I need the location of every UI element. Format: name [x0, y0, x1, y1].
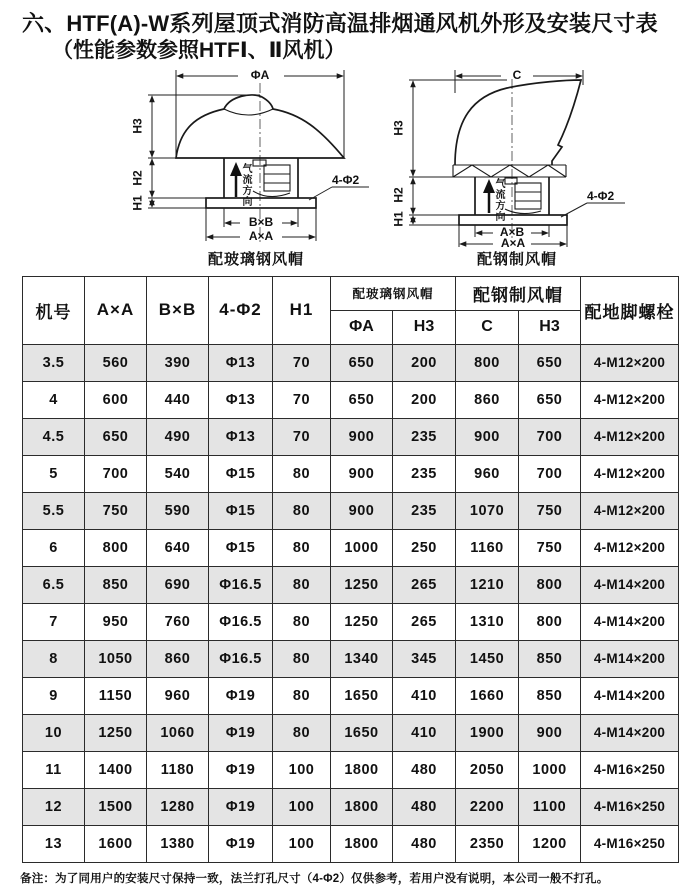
table-cell: 8 [23, 640, 85, 677]
table-cell: 2050 [456, 751, 519, 788]
table-cell: 650 [85, 418, 147, 455]
table-cell: 700 [519, 418, 581, 455]
table-cell: 390 [147, 344, 209, 381]
table-cell: 1150 [85, 677, 147, 714]
table-row [23, 566, 679, 603]
table-cell: 70 [273, 418, 331, 455]
table-cell: 1160 [456, 529, 519, 566]
table-cell: 480 [393, 788, 456, 825]
table-cell: Φ15 [209, 455, 273, 492]
table-cell: 12 [23, 788, 85, 825]
table-cell: Φ19 [209, 677, 273, 714]
table-cell: 4-M16×250 [581, 751, 679, 788]
table-cell: 100 [273, 788, 331, 825]
table-cell: 80 [273, 455, 331, 492]
dim-axa-label: A×A [500, 235, 526, 250]
table-cell: 1100 [519, 788, 581, 825]
table-cell: 4.5 [23, 418, 85, 455]
table-cell: 200 [393, 344, 456, 381]
table-cell: 650 [519, 344, 581, 381]
col-header-steel-c: C [456, 310, 519, 344]
page-subtitle: （性能参数参照HTFⅠ、Ⅱ风机） [52, 38, 346, 62]
table-cell: 850 [85, 566, 147, 603]
col-header-bxb: B×B [147, 276, 209, 344]
col-header-steel-h3: H3 [519, 310, 581, 344]
table-cell: 1400 [85, 751, 147, 788]
table-cell: Φ13 [209, 344, 273, 381]
table-cell: 235 [393, 455, 456, 492]
table-cell: 80 [273, 529, 331, 566]
table-row [23, 788, 679, 825]
fiberglass-fan-drawing [130, 65, 376, 247]
table-cell: 100 [273, 825, 331, 862]
table-cell: 80 [273, 640, 331, 677]
table-cell: 3.5 [23, 344, 85, 381]
dim-c-label: C [512, 67, 522, 82]
table-cell: 2350 [456, 825, 519, 862]
table-cell: 1660 [456, 677, 519, 714]
table-cell: 4-M12×200 [581, 529, 679, 566]
table-cell: Φ19 [209, 825, 273, 862]
table-cell: 750 [519, 492, 581, 529]
spec-table-body [23, 344, 679, 862]
table-cell: 1310 [456, 603, 519, 640]
table-cell: 1060 [147, 714, 209, 751]
table-cell: Φ13 [209, 381, 273, 418]
airflow-direction-label: 气流方向 [493, 177, 504, 222]
table-cell: 1900 [456, 714, 519, 751]
diagram-fiberglass-cap-fan [130, 65, 376, 269]
table-cell: 1450 [456, 640, 519, 677]
table-cell: 1250 [331, 603, 393, 640]
table-cell: 1070 [456, 492, 519, 529]
table-cell: 800 [519, 603, 581, 640]
table-cell: 640 [147, 529, 209, 566]
table-cell: 1050 [85, 640, 147, 677]
table-row [23, 344, 679, 381]
table-cell: 850 [519, 640, 581, 677]
table-cell: 1180 [147, 751, 209, 788]
table-cell: Φ15 [209, 492, 273, 529]
table-cell: 5 [23, 455, 85, 492]
table-cell: 80 [273, 492, 331, 529]
table-cell: 1250 [85, 714, 147, 751]
col-header-frp-h3: H3 [393, 310, 456, 344]
table-cell: 860 [456, 381, 519, 418]
dim-axb-label: A×B [499, 224, 525, 239]
table-cell: 4-M14×200 [581, 677, 679, 714]
table-cell: 900 [519, 714, 581, 751]
table-cell: 6 [23, 529, 85, 566]
table-cell: Φ19 [209, 788, 273, 825]
table-cell: 80 [273, 603, 331, 640]
footnote: 备注：为了同用户的安装尺寸保持一致，法兰打孔尺寸（4-Φ2）仅供参考，若用户没有说明，本公司一般不打孔。 [20, 872, 609, 885]
table-cell: 950 [85, 603, 147, 640]
table-row [23, 751, 679, 788]
dim-bolt-holes-label: 4-Φ2 [332, 172, 360, 187]
table-cell: 900 [331, 492, 393, 529]
dim-h3-label: H3 [130, 118, 145, 134]
dim-h3-label: H3 [391, 120, 406, 136]
table-cell: 4-M12×200 [581, 381, 679, 418]
table-cell: 250 [393, 529, 456, 566]
table-cell: 70 [273, 344, 331, 381]
table-cell: 700 [85, 455, 147, 492]
table-cell: 4-M14×200 [581, 566, 679, 603]
table-cell: 265 [393, 566, 456, 603]
table-cell: 4-M12×200 [581, 344, 679, 381]
table-cell: 900 [331, 418, 393, 455]
table-cell: 800 [456, 344, 519, 381]
table-row [23, 603, 679, 640]
table-cell: 700 [519, 455, 581, 492]
table-cell: 4-M12×200 [581, 455, 679, 492]
table-cell: 4-M14×200 [581, 640, 679, 677]
table-cell: 960 [147, 677, 209, 714]
table-cell: 80 [273, 566, 331, 603]
table-cell: 1210 [456, 566, 519, 603]
table-row [23, 677, 679, 714]
table-cell: Φ16.5 [209, 603, 273, 640]
dim-h1-label: H1 [130, 195, 145, 211]
table-cell: 800 [519, 566, 581, 603]
table-cell: 70 [273, 381, 331, 418]
table-cell: 1650 [331, 714, 393, 751]
col-header-axa: A×A [85, 276, 147, 344]
table-cell: 10 [23, 714, 85, 751]
dim-axa-label: A×A [248, 228, 274, 243]
dim-h2-label: H2 [130, 170, 145, 186]
fiberglass-cap-caption: 配玻璃钢风帽 [207, 250, 304, 268]
dim-bxb-label: B×B [248, 214, 274, 229]
table-row [23, 381, 679, 418]
table-cell: 4-M12×200 [581, 418, 679, 455]
table-cell: 480 [393, 751, 456, 788]
table-cell: 860 [147, 640, 209, 677]
table-row [23, 418, 679, 455]
table-cell: 560 [85, 344, 147, 381]
table-cell: 13 [23, 825, 85, 862]
table-cell: 690 [147, 566, 209, 603]
table-cell: 4-M16×250 [581, 788, 679, 825]
table-cell: 100 [273, 751, 331, 788]
table-cell: 760 [147, 603, 209, 640]
table-cell: 410 [393, 677, 456, 714]
table-row [23, 492, 679, 529]
col-header-model: 机号 [23, 276, 85, 344]
table-cell: 440 [147, 381, 209, 418]
diagram-steel-cap-fan [391, 65, 637, 269]
table-cell: 6.5 [23, 566, 85, 603]
table-cell: 345 [393, 640, 456, 677]
col-header-anchor-bolt: 配地脚螺栓 [581, 276, 679, 344]
table-cell: 600 [85, 381, 147, 418]
table-row [23, 529, 679, 566]
dim-phi-a-label: ΦA [250, 67, 270, 82]
diagrams-row [0, 65, 700, 269]
table-row [23, 714, 679, 751]
table-cell: 4-M14×200 [581, 714, 679, 751]
dim-h1-label: H1 [391, 211, 406, 227]
col-header-frp-phi-a: ΦA [331, 310, 393, 344]
table-cell: 200 [393, 381, 456, 418]
steel-fan-lineart [397, 65, 637, 250]
table-cell: 850 [519, 677, 581, 714]
table-cell: 1340 [331, 640, 393, 677]
table-cell: 410 [393, 714, 456, 751]
table-cell: 960 [456, 455, 519, 492]
table-cell: 1000 [519, 751, 581, 788]
table-cell: 1200 [519, 825, 581, 862]
table-row [23, 455, 679, 492]
table-cell: 1650 [331, 677, 393, 714]
steel-cap-caption: 配钢制风帽 [476, 250, 557, 268]
table-cell: 265 [393, 603, 456, 640]
table-cell: 1600 [85, 825, 147, 862]
steel-fan-drawing [391, 65, 637, 250]
table-cell: 900 [331, 455, 393, 492]
group-header-steel-cap: 配钢制风帽 [456, 276, 581, 310]
table-cell: 480 [393, 825, 456, 862]
table-cell: 235 [393, 418, 456, 455]
table-cell: 1000 [331, 529, 393, 566]
table-cell: 650 [331, 381, 393, 418]
table-cell: 800 [85, 529, 147, 566]
table-row [23, 825, 679, 862]
table-cell: 4 [23, 381, 85, 418]
table-cell: 7 [23, 603, 85, 640]
table-cell: 1280 [147, 788, 209, 825]
table-cell: 1500 [85, 788, 147, 825]
table-cell: Φ19 [209, 751, 273, 788]
spec-table [22, 276, 679, 863]
table-cell: 750 [519, 529, 581, 566]
col-header-holes: 4-Φ2 [209, 276, 273, 344]
table-cell: 1800 [331, 788, 393, 825]
table-cell: 490 [147, 418, 209, 455]
table-cell: Φ15 [209, 529, 273, 566]
table-cell: Φ16.5 [209, 566, 273, 603]
table-cell: Φ16.5 [209, 640, 273, 677]
dim-bolt-holes-label: 4-Φ2 [587, 188, 615, 203]
table-cell: 1800 [331, 751, 393, 788]
table-cell: 1250 [331, 566, 393, 603]
group-header-fiberglass-cap: 配玻璃钢风帽 [331, 276, 456, 310]
col-header-h1: H1 [273, 276, 331, 344]
dim-h2-label: H2 [391, 187, 406, 203]
table-cell: 80 [273, 677, 331, 714]
table-cell: 750 [85, 492, 147, 529]
table-cell: 11 [23, 751, 85, 788]
table-cell: 900 [456, 418, 519, 455]
table-cell: 1380 [147, 825, 209, 862]
table-cell: 2200 [456, 788, 519, 825]
table-cell: 1800 [331, 825, 393, 862]
title-block [0, 0, 700, 64]
table-cell: 4-M12×200 [581, 492, 679, 529]
table-cell: Φ19 [209, 714, 273, 751]
table-cell: 540 [147, 455, 209, 492]
table-row [23, 640, 679, 677]
table-cell: 590 [147, 492, 209, 529]
table-cell: 4-M16×250 [581, 825, 679, 862]
table-cell: 235 [393, 492, 456, 529]
table-cell: Φ13 [209, 418, 273, 455]
page-title: 六、HTF(A)-W系列屋顶式消防高温排烟通风机外形及安装尺寸表 [22, 11, 658, 36]
table-cell: 650 [331, 344, 393, 381]
table-cell: 4-M14×200 [581, 603, 679, 640]
airflow-direction-label: 气流方向 [240, 162, 251, 207]
table-cell: 5.5 [23, 492, 85, 529]
table-cell: 9 [23, 677, 85, 714]
table-cell: 80 [273, 714, 331, 751]
table-cell: 650 [519, 381, 581, 418]
